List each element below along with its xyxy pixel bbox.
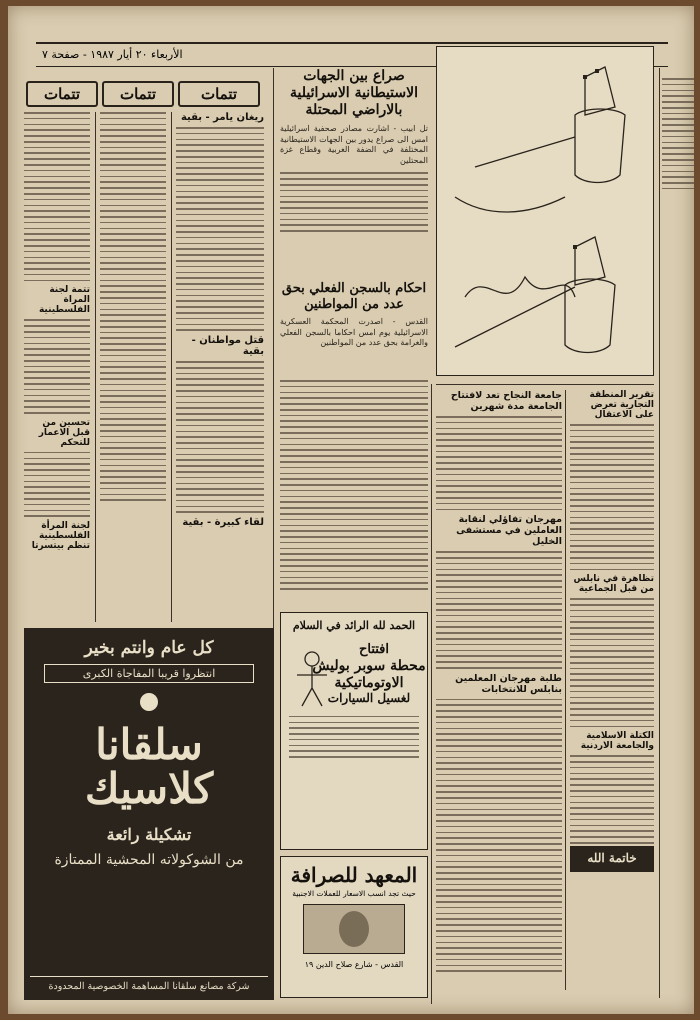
choc-tagline: تشكيلة رائعة	[106, 825, 192, 845]
newspaper-page	[8, 6, 694, 1014]
second-article	[280, 281, 428, 376]
subhead-mid-1: جامعة النجاح تعد لافتتاح الجامعة مدة شهرين	[450, 390, 562, 412]
subhead-right-2: قتل مواطنان - بقية	[191, 335, 264, 358]
closing-box	[570, 846, 654, 872]
continuation-column-right	[176, 112, 264, 632]
subhead-far-3: الكتلة الاسلامية والجامعة الاردنية	[580, 731, 654, 752]
car-wash-line2: محطة سوبر بوليش	[312, 657, 426, 674]
subhead-mid-2: مهرجان تفاؤلي لنقابة العاملين في مستشفى الخليل	[456, 514, 562, 548]
institute-title: المعهد للصرافة	[290, 863, 418, 887]
car-wash-line3: الاوتوماتيكية	[334, 674, 404, 691]
choc-sub: انتظروا قريبا المفاجاة الكبرى	[44, 664, 254, 683]
subhead-right-1: ريغان يأمر - بقية	[180, 112, 264, 123]
car-wash-line1: افتتاح	[358, 642, 390, 658]
lower-right-column-b	[436, 390, 562, 1000]
choc-line2: من الشوكولاته المحشية الممتازة	[54, 852, 244, 869]
main-intro: تل ابيب - اشارت مصادر صحفية اسرائيلية امس الى صراع يدور بين الجهات الاستيطانية المختلفة في الضفة الغربية وقطاع غزة المحتلين	[280, 124, 428, 165]
car-wash-top: الحمد لله الرائد في السلام	[292, 619, 416, 632]
ad-exchange-institute	[280, 856, 428, 998]
section-tag-2: تتمات	[102, 81, 174, 107]
section-tag-1: تتمات	[178, 81, 260, 107]
car-wash-figure-icon	[287, 649, 337, 709]
institute-address: القدس - شارع صلاح الدين ١٩	[304, 960, 404, 969]
subhead-far-2: تظاهرة في نابلس من قبل الجماعية	[573, 574, 654, 595]
section-tag-3: تتمات	[26, 81, 98, 107]
choc-footer: شركة مصانع سلقانا المساهمة الخصوصية المحدودة	[30, 976, 268, 992]
institute-subtitle: حيث تجد انسب الاسعار للعملات الاجنبية	[292, 889, 416, 898]
date-line: الأربعاء ٢٠ أيار ١٩٨٧ - صفحة ٧	[42, 48, 183, 61]
subhead-left-1: تتمة لجنة المراة الفلسطينية	[38, 285, 90, 316]
subhead-left-3: لجنة المرأة الفلسطينية تنظم بيتسرتا	[31, 521, 90, 552]
subhead-right-3: لقاء كبيرة - بقية	[182, 517, 264, 529]
continuation-column-middle	[100, 112, 166, 622]
closing-title: خاتمة الله	[587, 851, 637, 865]
choc-emblem-icon	[140, 693, 158, 711]
banknote-image	[303, 904, 405, 954]
continuation-column-left	[24, 112, 90, 622]
second-headline: احكام بالسجن الفعلي بحق عدد من المواطنين	[281, 281, 427, 312]
choc-brand: سلقانا كلاسيك	[84, 720, 214, 814]
choc-top: كل عام وانتم بخير	[84, 638, 214, 658]
lower-right-column-a	[570, 390, 654, 1000]
ad-chocolate	[24, 628, 274, 1000]
subhead-far-1: تقرير المنطقة التجارية تعرض على الاعتقال	[589, 390, 654, 420]
cartoon-drawing	[436, 47, 653, 376]
second-intro: القدس - اصدرت المحكمة العسكرية الاسرائيلية يوم امس احكاما بالسجن الفعلي والغرامة بحق عدد من المواطنين	[280, 317, 428, 348]
subhead-mid-3: طلبة مهرجان المعلمين بنابلس للانتخابات	[455, 672, 562, 695]
far-right-column	[662, 68, 694, 998]
main-article	[280, 68, 428, 278]
subhead-left-2: تحسين من قبل الاعمار للتحكم	[38, 417, 90, 448]
editorial-cartoon	[436, 46, 654, 376]
ad-car-wash	[280, 612, 428, 850]
car-wash-line4: لغسيل السيارات	[327, 691, 411, 706]
middle-article-body	[280, 380, 428, 606]
main-headline: صراع بين الجهات الاستيطانية الاسرائيلية بالاراضي المحتلة	[289, 68, 418, 118]
